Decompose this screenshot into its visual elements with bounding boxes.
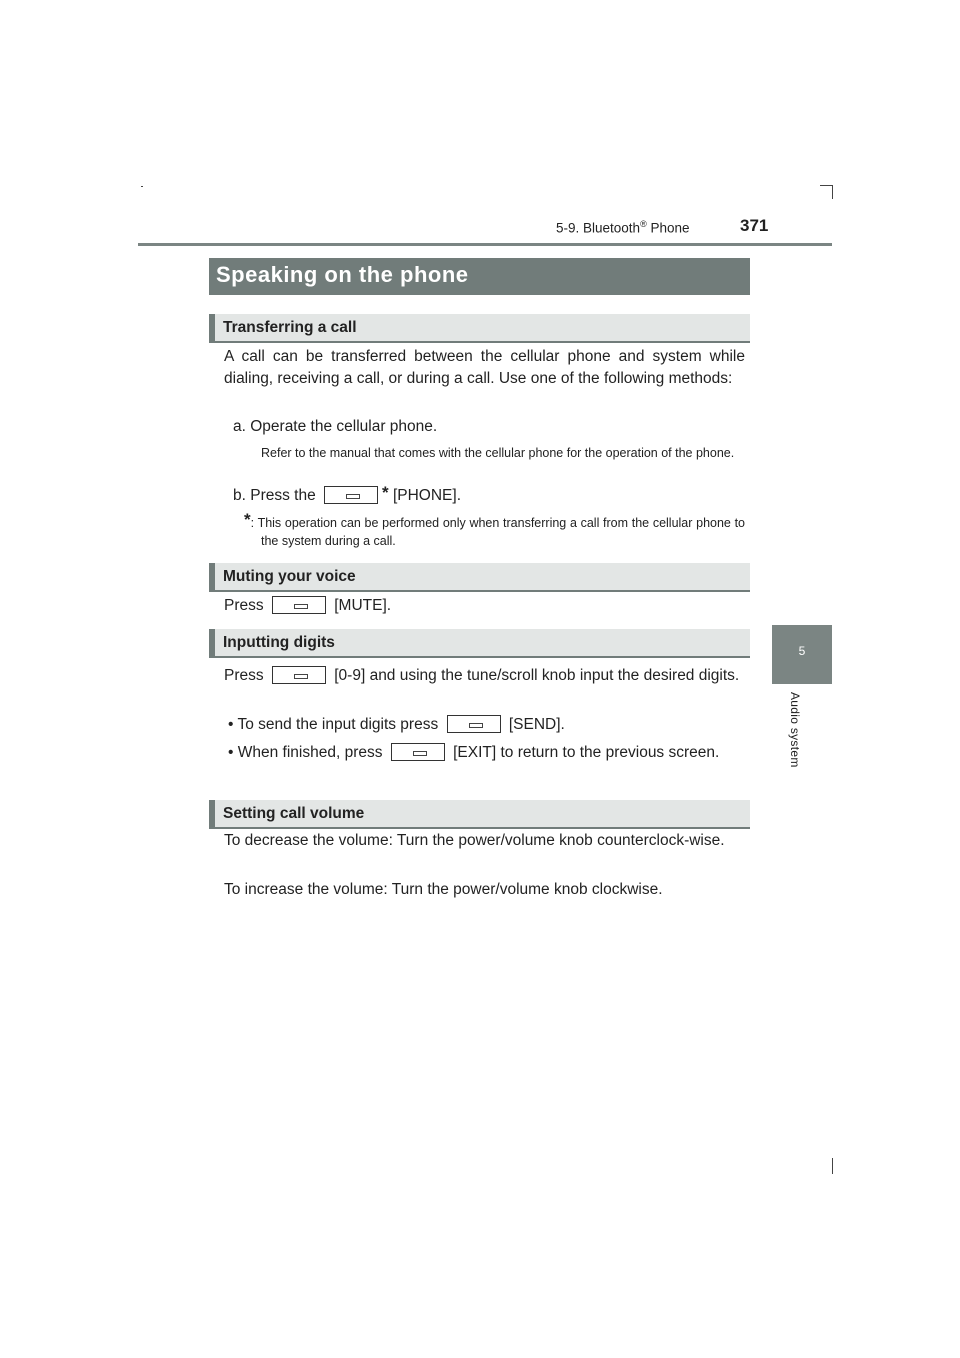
item-b-prefix: b. Press the <box>233 487 316 504</box>
item-a-note: Refer to the manual that comes with the cellular phone for the operation of the phone. <box>261 446 735 460</box>
section-label <box>556 219 690 236</box>
heading-transferring: Transferring a call <box>209 314 750 341</box>
heading-digits: Inputting digits <box>209 629 750 656</box>
digits-suffix: [0-9] and using the tune/scroll knob input the desired digits. <box>334 667 740 684</box>
muting-suffix: [MUTE]. <box>334 597 392 614</box>
crop-mark <box>141 186 143 187</box>
chapter-tab: 5 <box>772 625 832 684</box>
bullet-exit-suffix: [EXIT] to return to the previous screen. <box>453 744 720 761</box>
crop-mark <box>832 1158 833 1174</box>
header-rule <box>138 243 832 246</box>
exit-button-icon <box>391 743 445 761</box>
bullet-exit-prefix: When finished, press <box>237 744 383 761</box>
phone-button-icon <box>324 486 378 504</box>
item-b <box>233 482 754 507</box>
bullet-send-suffix: [SEND]. <box>508 716 565 733</box>
volume-decrease: To decrease the volume: Turn the power/volume knob counterclock-wise. <box>224 832 725 849</box>
item-b-suffix: [PHONE]. <box>392 487 462 504</box>
heading-muting: Muting your voice <box>209 563 750 590</box>
item-a: a. Operate the cellular phone. <box>233 418 438 435</box>
crop-mark <box>832 185 833 199</box>
volume-increase: To increase the volume: Turn the power/volume knob clockwise. <box>224 881 663 898</box>
bullet-exit: • When finished, press [EXIT] to return to the previous screen. <box>228 744 720 761</box>
muting-press: Press <box>224 597 264 614</box>
section-text-suffix: Phone <box>646 220 690 236</box>
footnote <box>244 511 745 550</box>
page-number: 371 <box>740 216 769 235</box>
chapter-label: Audio system <box>788 692 802 768</box>
footnote-asterisk: * <box>244 510 251 529</box>
mute-button-icon <box>272 596 326 614</box>
digits-text <box>224 665 745 687</box>
bullet-send-prefix: To send the input digits press <box>237 716 439 733</box>
digits-press: Press <box>224 667 264 684</box>
footnote-text: : This operation can be performed only when transferring a call from the cellular phone to the system during a call. <box>250 516 745 548</box>
bullet-send: • To send the input digits press [SEND]. <box>228 716 565 733</box>
registered-mark: ® <box>640 219 647 229</box>
muting-text <box>224 595 745 617</box>
send-button-icon <box>447 715 501 733</box>
digits-button-icon <box>272 666 326 684</box>
heading-volume: Setting call volume <box>209 800 750 827</box>
section-text: 5-9. Bluetooth <box>556 220 641 236</box>
transferring-intro: A call can be transferred between the cellular phone and system while dialing, receiving a call, or during a call. Use one of the following methods: <box>224 348 745 387</box>
asterisk: * <box>382 483 389 502</box>
page-title: Speaking on the phone <box>209 258 750 295</box>
